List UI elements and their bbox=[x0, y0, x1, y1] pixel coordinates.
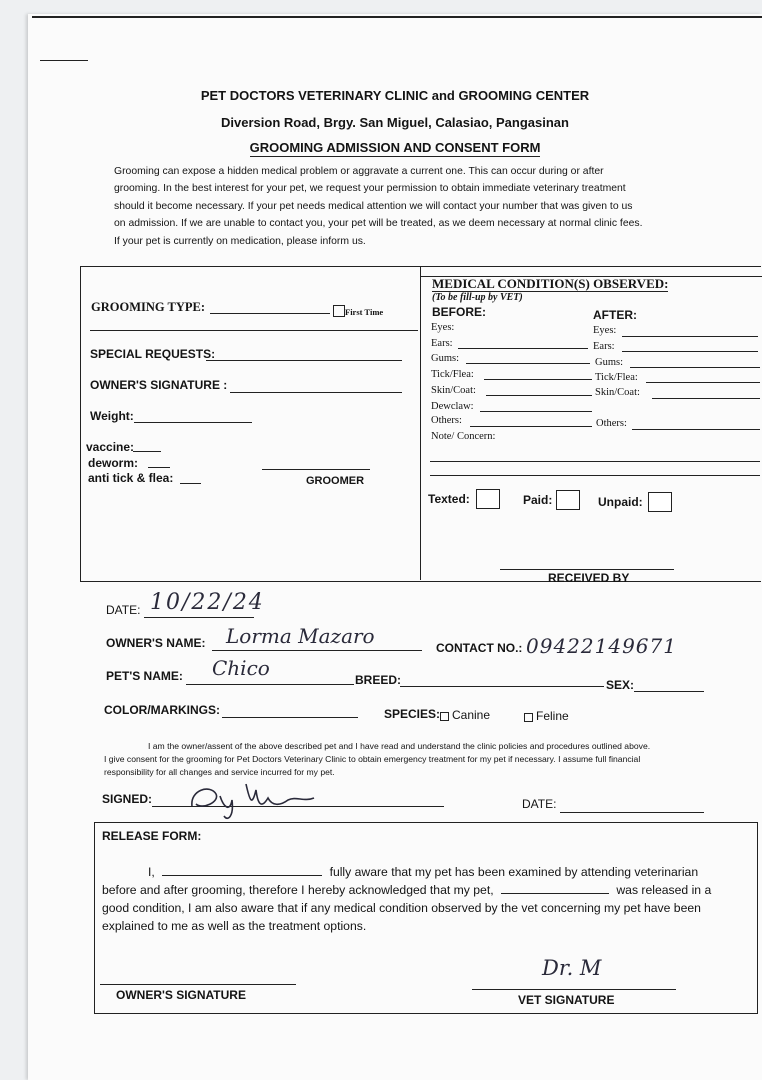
special-requests-field[interactable] bbox=[206, 360, 402, 361]
sex-field[interactable] bbox=[634, 691, 704, 692]
release-name-field[interactable] bbox=[162, 875, 322, 876]
before-gums-field[interactable] bbox=[466, 363, 590, 364]
release-line-3: good condition, I am also aware that if any medical condition observed by the vet concerning my pet have been bbox=[102, 901, 701, 915]
breed-label: BREED: bbox=[355, 673, 402, 687]
contact-value: 09422149671 bbox=[526, 634, 677, 658]
before-gums: Gums: bbox=[431, 353, 460, 364]
pet-name-label: PET'S NAME: bbox=[106, 669, 183, 683]
intro-line: Grooming can expose a hidden medical problem or aggravate a current one. This can occur during or after bbox=[114, 166, 604, 177]
feline-checkbox[interactable] bbox=[524, 713, 533, 722]
canine-label: Canine bbox=[452, 708, 491, 722]
after-gums-field[interactable] bbox=[630, 367, 760, 368]
groomer-label: GROOMER bbox=[306, 475, 365, 487]
before-dewclaw-field[interactable] bbox=[480, 411, 592, 412]
paid-checkbox[interactable] bbox=[556, 490, 580, 510]
owner-signature-line[interactable] bbox=[100, 984, 296, 985]
grooming-type-field[interactable] bbox=[210, 313, 330, 314]
owner-signature-label-release: OWNER'S SIGNATURE bbox=[116, 988, 246, 1002]
color-markings-field[interactable] bbox=[222, 717, 358, 718]
note-concern: Note/ Concern: bbox=[431, 431, 496, 442]
grooming-type-label: GROOMING TYPE: bbox=[91, 300, 206, 314]
pet-name-field[interactable] bbox=[186, 684, 354, 685]
pet-name-value: Chico bbox=[212, 656, 270, 680]
vet-signature-line[interactable] bbox=[472, 989, 676, 990]
owner-name-label: OWNER'S NAME: bbox=[106, 636, 206, 650]
received-by-label: RECEIVED BY bbox=[548, 571, 630, 585]
before-eyes: Eyes: bbox=[431, 322, 455, 333]
owner-signature-field[interactable] bbox=[230, 392, 402, 393]
corner-mark bbox=[40, 60, 88, 61]
after-skin-field[interactable] bbox=[652, 398, 760, 399]
release-i: I, bbox=[148, 865, 155, 879]
breed-field[interactable] bbox=[400, 686, 604, 687]
form-title bbox=[28, 140, 762, 155]
medical-title bbox=[432, 276, 668, 292]
deworm-label: deworm: bbox=[88, 456, 139, 470]
clinic-name: PET DOCTORS VETERINARY CLINIC and GROOMING CENTER bbox=[200, 88, 590, 103]
color-markings-label: COLOR/MARKINGS: bbox=[104, 703, 220, 717]
after-skin-coat: Skin/Coat: bbox=[595, 387, 640, 398]
signed-label: SIGNED: bbox=[102, 792, 153, 806]
consent-line-3: responsibility for all changes and service incurred for my pet. bbox=[104, 767, 335, 777]
medical-subtitle: (To be fill-up by VET) bbox=[432, 292, 523, 303]
intro-paragraph bbox=[114, 163, 720, 250]
after-tick-field[interactable] bbox=[646, 382, 760, 383]
anti-tick-field[interactable] bbox=[180, 483, 201, 484]
weight-label: Weight: bbox=[90, 409, 134, 423]
deworm-field[interactable] bbox=[148, 467, 170, 468]
intro-line: If your pet is currently on medication, please inform us. bbox=[114, 235, 366, 247]
release-line-1 bbox=[102, 864, 754, 882]
before-dewclaw: Dewclaw: bbox=[431, 401, 474, 412]
after-others-field[interactable] bbox=[632, 429, 760, 430]
intro-line: should it become necessary. If your pet needs medical attention we will contact your number that was given to us bbox=[114, 200, 633, 212]
clinic-address: Diversion Road, Brgy. San Miguel, Calasiao, Pangasinan bbox=[221, 115, 569, 130]
contact-label: CONTACT NO.: bbox=[436, 641, 523, 655]
release-line-2 bbox=[102, 882, 754, 900]
release-title: RELEASE FORM: bbox=[102, 829, 202, 843]
special-requests-label: SPECIAL REQUESTS: bbox=[90, 347, 216, 361]
vaccine-field[interactable] bbox=[133, 451, 161, 452]
before-skin-coat: Skin/Coat: bbox=[431, 385, 476, 396]
species-label: SPECIES: bbox=[384, 707, 441, 721]
after-tick-flea: Tick/Flea: bbox=[595, 372, 638, 383]
unpaid-label: Unpaid: bbox=[598, 495, 643, 509]
owner-signature-scribble bbox=[180, 776, 330, 822]
before-others: Others: bbox=[431, 415, 462, 426]
before-tick-field[interactable] bbox=[484, 379, 592, 380]
signed-date-label: DATE: bbox=[522, 797, 557, 811]
vet-signature-value: Dr. M bbox=[542, 956, 602, 980]
texted-checkbox[interactable] bbox=[476, 489, 500, 509]
date-label: DATE: bbox=[106, 603, 141, 617]
canine-checkbox[interactable] bbox=[440, 712, 449, 721]
consent-line-2: I give consent for the grooming for Pet Doctors Veterinary Clinic to obtain emergency treatment for my pet if necessary. I assume full financial bbox=[104, 754, 641, 764]
vaccine-label: vaccine: bbox=[86, 440, 135, 454]
intro-line: grooming. In the best interest for your pet, we request your permission to obtain immediate veterinary treatment bbox=[114, 183, 626, 195]
owner-name-field[interactable] bbox=[212, 650, 422, 651]
texted-label: Texted: bbox=[428, 492, 470, 506]
anti-tick-label: anti tick & flea: bbox=[88, 471, 174, 485]
grooming-type-field-2[interactable] bbox=[90, 330, 418, 331]
form-title-text: GROOMING ADMISSION AND CONSENT FORM bbox=[249, 140, 541, 155]
intro-line: on admission. If we are unable to contact you, your pet will be treated, as we deem necessary at normal clinic fees. bbox=[114, 218, 643, 230]
first-time-checkbox[interactable] bbox=[333, 305, 345, 317]
feline-label: Feline bbox=[536, 709, 569, 723]
weight-field[interactable] bbox=[134, 422, 252, 423]
before-tick-flea: Tick/Flea: bbox=[431, 369, 474, 380]
received-by-line[interactable] bbox=[500, 569, 674, 570]
after-eyes: Eyes: bbox=[593, 325, 617, 336]
before-ears: Ears: bbox=[431, 338, 453, 349]
first-time-label: First Time bbox=[345, 307, 384, 317]
after-gums: Gums: bbox=[595, 357, 624, 368]
consent-line-1: I am the owner/assent of the above described pet and I have read and understand the clinic policies and procedures outlined above. bbox=[148, 741, 651, 751]
groomer-signature-line[interactable] bbox=[262, 469, 370, 470]
unpaid-checkbox[interactable] bbox=[648, 492, 672, 512]
after-ears-field[interactable] bbox=[622, 351, 758, 352]
owner-signature-label: OWNER'S SIGNATURE : bbox=[90, 378, 228, 392]
release-pet-field[interactable] bbox=[501, 893, 609, 894]
box-divider bbox=[420, 266, 421, 580]
note-line-2[interactable] bbox=[430, 475, 760, 476]
date-value: 10/22/24 bbox=[150, 590, 265, 615]
release-line2-text: before and after grooming, therefore I hereby acknowledged that my pet, bbox=[102, 883, 494, 897]
after-others: Others: bbox=[596, 418, 627, 429]
release-line-4: explained to me as well as the treatment options. bbox=[102, 919, 367, 933]
signed-date-field[interactable] bbox=[560, 812, 704, 813]
page-top-edge bbox=[32, 16, 762, 18]
before-skin-field[interactable] bbox=[486, 395, 592, 396]
after-ears: Ears: bbox=[593, 341, 615, 352]
release-line1-text: fully aware that my pet has been examined by attending veterinarian bbox=[329, 865, 699, 879]
paid-label: Paid: bbox=[523, 493, 553, 507]
before-ears-field[interactable] bbox=[458, 348, 588, 349]
after-heading: AFTER: bbox=[593, 308, 637, 322]
medical-title-text: MEDICAL CONDITION(S) OBSERVED: bbox=[432, 276, 669, 291]
before-others-field[interactable] bbox=[470, 426, 592, 427]
after-eyes-field[interactable] bbox=[622, 336, 758, 337]
before-heading: BEFORE: bbox=[432, 305, 486, 319]
note-line-1[interactable] bbox=[430, 461, 760, 462]
release-line2-end: was released in a bbox=[616, 883, 712, 897]
vet-signature-label: VET SIGNATURE bbox=[518, 993, 615, 1007]
owner-name-value: Lorma Mazaro bbox=[226, 624, 375, 648]
sex-label: SEX: bbox=[606, 678, 635, 692]
date-field[interactable] bbox=[144, 617, 254, 618]
